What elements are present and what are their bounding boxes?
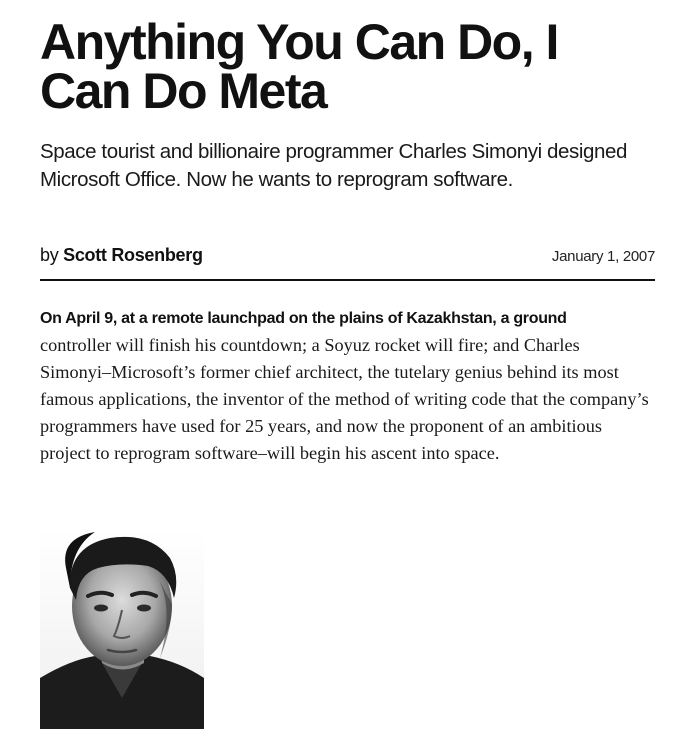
publish-date: January 1, 2007	[551, 248, 655, 265]
portrait-photo	[40, 528, 204, 729]
byline-row	[40, 245, 655, 281]
author-link[interactable]: Scott Rosenberg	[63, 245, 203, 265]
article-body-paragraph	[40, 304, 655, 467]
byline	[40, 245, 203, 266]
byline-prefix: by	[40, 245, 59, 265]
article	[40, 14, 655, 467]
portrait-illustration	[40, 528, 204, 729]
body-text: controller will finish his countdown; a Soyuz rocket will fire; and Charles Simonyi–Microsoft’s former chief architect, the tutelary genius behind its most famous applications, the inventor of the method of writing code that the company’s programmers have used for 25 years, and now the proponent of an ambitious project to reprogram software–will begin his ascent into space.	[40, 335, 649, 463]
dek-subheadline: Space tourist and billionaire programmer Charles Simonyi designed Microsoft Office. Now he wants to reprogram software.	[40, 140, 628, 191]
lead-in: On April 9, at a remote launchpad on the plains of Kazakhstan, a ground	[40, 310, 567, 327]
headline: Anything You Can Do, I Can Do Meta	[40, 14, 558, 119]
